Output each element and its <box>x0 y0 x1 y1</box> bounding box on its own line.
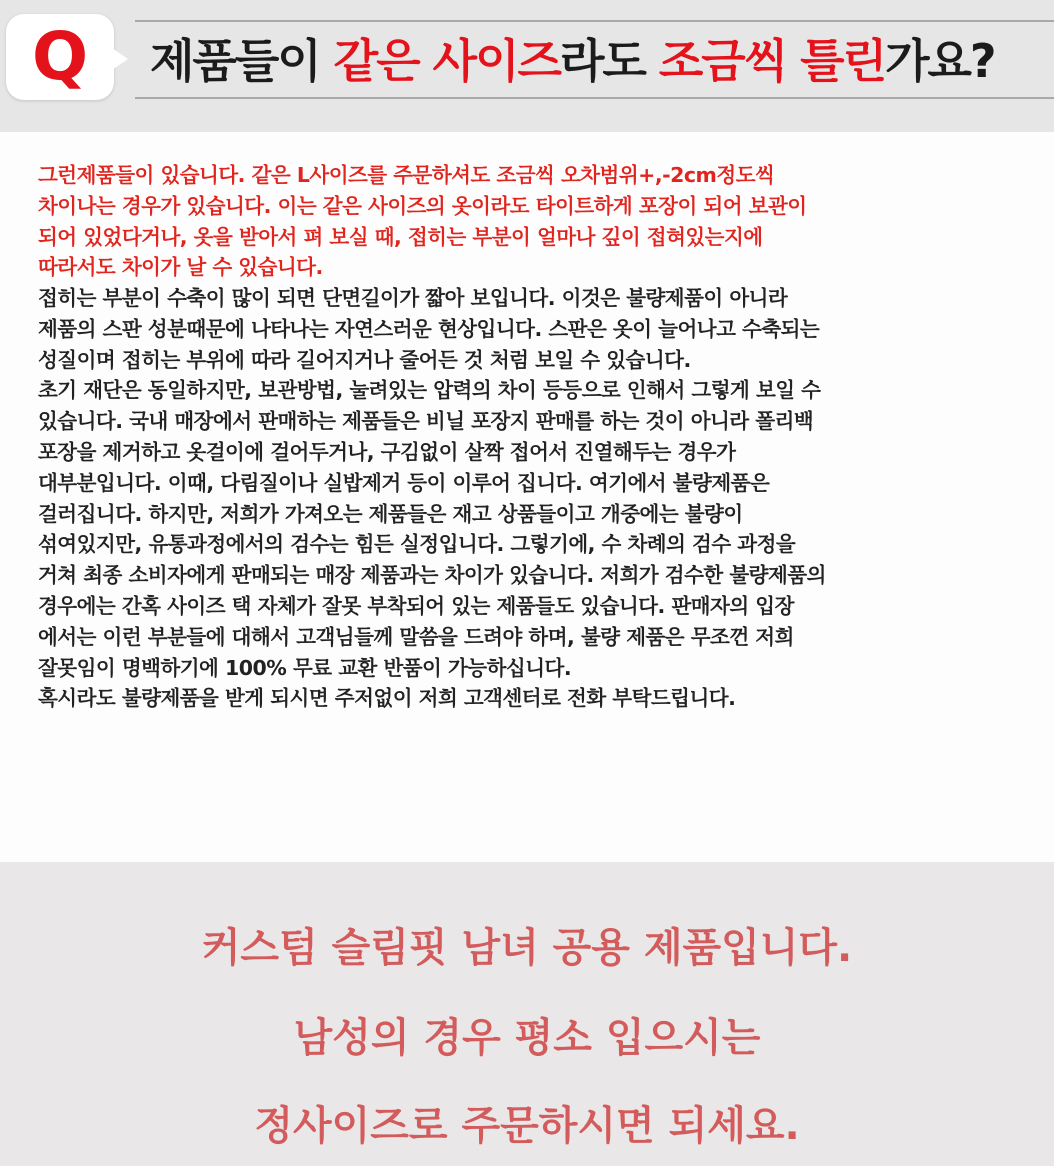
answer-panel <box>0 132 1054 862</box>
answer-body-line: 제품의 스판 성분때문에 나타나는 자연스러운 현상입니다. 스판은 옷이 늘어나고 수축되는 <box>38 316 820 341</box>
title-part-1: 제품들이 <box>150 34 334 88</box>
header-divider-top <box>135 20 1054 22</box>
q-badge-letter: Q <box>31 18 89 95</box>
answer-body-line: 거쳐 최종 소비자에게 판매되는 매장 제품과는 차이가 있습니다. 저희가 검수한 불량제품의 <box>38 563 826 588</box>
answer-body-line: 경우에는 간혹 사이즈 택 자체가 잘못 부착되어 있는 제품들도 있습니다. 판매자의 입장 <box>38 593 794 618</box>
q-badge <box>6 14 114 100</box>
answer-body-line: 성질이며 접히는 부위에 따라 길어지거나 줄어든 것 처럼 보일 수 있습니다. <box>38 347 691 372</box>
title-part-5: 가요? <box>885 34 995 88</box>
answer-body-line: 접히는 부분이 수축이 많이 되면 단면길이가 짧아 보입니다. 이것은 불량제품이 아니라 <box>38 286 788 310</box>
faq-header <box>0 0 1054 132</box>
answer-body-line: 섞여있지만, 유통과정에서의 검수는 힘든 실정입니다. 그렇기에, 수 차례의 검수 과정을 <box>38 532 796 557</box>
answer-body-line: 초기 재단은 동일하지만, 보관방법, 눌려있는 압력의 차이 등등으로 인해서 그렇게 보일 수 <box>38 378 821 403</box>
answer-highlight-line: 따라서도 차이가 날 수 있습니다. <box>38 255 323 280</box>
answer-body-paragraph <box>38 283 1028 714</box>
question-title <box>150 26 1050 96</box>
answer-body-line: 대부분입니다. 이때, 다림질이나 실밥제거 등이 이루어 집니다. 여기에서 불량제품은 <box>38 470 770 495</box>
answer-highlight-line: 차이나는 경우가 있습니다. 이는 같은 사이즈의 옷이라도 타이트하게 포장이 되어 보관이 <box>38 193 807 218</box>
answer-body-line: 잘못임이 명백하기에 100% 무료 교환 반품이 가능하십니다. <box>38 655 572 680</box>
answer-body-line: 걸러집니다. 하지만, 저희가 가져오는 제품들은 재고 상품들이고 개중에는 불량이 <box>38 501 743 526</box>
title-part-4-highlight: 조금씩 틀린 <box>658 34 886 88</box>
answer-body-line: 혹시라도 불량제품을 받게 되시면 주저없이 저희 고객센터로 전화 부탁드립니다. <box>38 686 736 711</box>
answer-body-line: 포장을 제거하고 옷걸이에 걸어두거나, 구김없이 살짝 접어서 진열해두는 경우가 <box>38 439 736 464</box>
answer-body-line: 있습니다. 국내 매장에서 판매하는 제품들은 비닐 포장지 판매를 하는 것이 아니라 폴리백 <box>38 409 814 434</box>
answer-highlight-line: 그런제품들이 있습니다. 같은 L사이즈를 주문하셔도 조금씩 오차범위+,-2cm정도씩 <box>38 163 775 187</box>
fit-notice <box>0 862 1054 1166</box>
title-part-2-highlight: 같은 사이즈 <box>333 34 560 88</box>
title-part-3: 라도 <box>559 34 659 88</box>
answer-body-line: 에서는 이런 부분들에 대해서 고객님들께 말씀을 드려야 하며, 불량 제품은 무조껀 저희 <box>38 624 794 649</box>
fit-notice-line-1: 커스텀 슬림핏 남녀 공용 제품입니다. <box>201 925 853 971</box>
answer-highlight-line: 되어 있었다거나, 옷을 받아서 펴 보실 때, 접히는 부분이 얼마나 깊이 접혀있는지에 <box>38 224 763 249</box>
fit-notice-line-2: 남성의 경우 평소 입으시는 <box>293 1015 761 1061</box>
header-divider-bottom <box>135 97 1054 99</box>
answer-highlight-paragraph <box>38 160 1028 283</box>
fit-notice-line-3: 정사이즈로 주문하시면 되세요. <box>254 1103 800 1149</box>
